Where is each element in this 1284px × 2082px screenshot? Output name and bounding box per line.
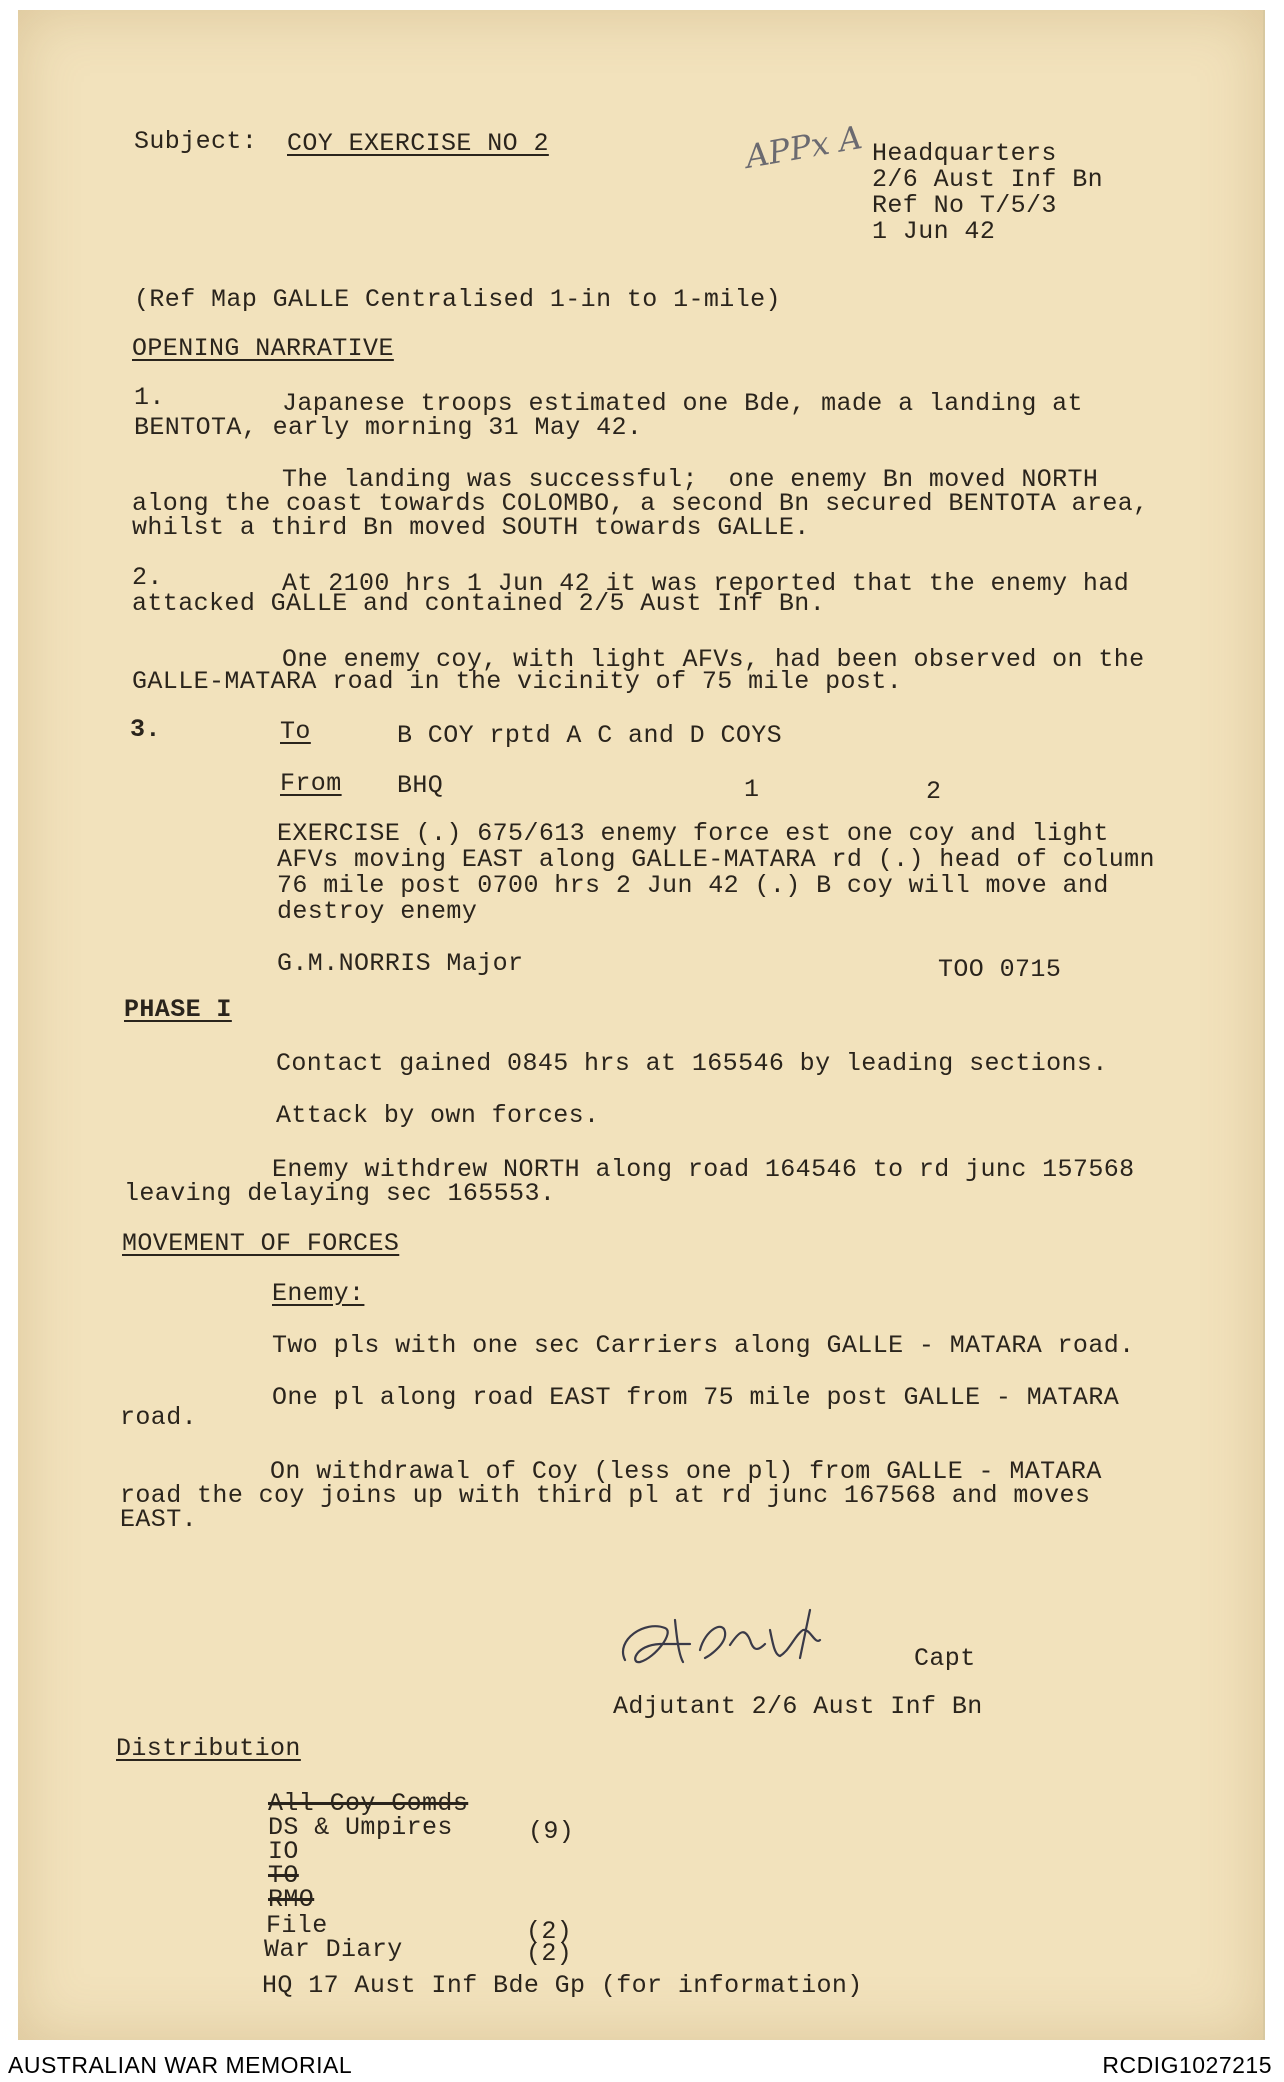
distribution-item-4: TO <box>268 1861 299 1890</box>
phase-line-2: Attack by own forces. <box>276 1101 600 1130</box>
para-1b-line-1: The landing was successful; one enemy Bn moved NORTH <box>282 465 1099 494</box>
distribution-item-8: HQ 17 Aust Inf Bde Gp (for information) <box>262 1971 863 2000</box>
phase-line-3a: Enemy withdrew NORTH along road 164546 to rd junc 157568 <box>272 1155 1135 1184</box>
distribution-item-7: War Diary <box>264 1935 403 1964</box>
movement-line-2a: One pl along road EAST from 75 mile post GALLE - MATARA <box>272 1383 1120 1412</box>
movement-line-3a: On withdrawal of Coy (less one pl) from GALLE - MATARA <box>270 1457 1102 1486</box>
handwritten-signature <box>605 1600 835 1680</box>
footer-institution: AUSTRALIAN WAR MEMORIAL <box>8 2052 353 2078</box>
distribution-item-2: DS & Umpires <box>268 1813 453 1842</box>
movement-line-1: Two pls with one sec Carriers along GALLE - MATARA road. <box>272 1331 1135 1360</box>
appx-handwritten-mark: APPx A <box>742 118 865 176</box>
message-column-2: 2 <box>926 777 942 806</box>
footer-record-id: RCDIG1027215 <box>1102 2052 1272 2078</box>
to-value: B COY rptd A C and D COYS <box>397 721 783 750</box>
para-1b-line-3: whilst a third Bn moved SOUTH towards GALLE. <box>132 513 810 542</box>
from-value: BHQ <box>397 771 444 800</box>
ref-map: (Ref Map GALLE Centralised 1-in to 1-mile) <box>134 285 781 314</box>
distribution-item-5: RMO <box>268 1885 315 1914</box>
para-2-line-1: At 2100 hrs 1 Jun 42 it was reported that the enemy had <box>282 569 1130 598</box>
signature-rank: Capt <box>914 1644 976 1673</box>
hq-line-3: Ref No T/5/3 <box>872 191 1057 220</box>
opening-narrative-heading: OPENING NARRATIVE <box>132 334 394 363</box>
movement-line-3b: road the coy joins up with third pl at rd junc 167568 and moves <box>120 1481 1091 1510</box>
distribution-heading: Distribution <box>116 1734 301 1763</box>
para-2b-line-2: GALLE-MATARA road in the vicinity of 75 mile post. <box>132 667 903 696</box>
phase-line-1: Contact gained 0845 hrs at 165546 by leading sections. <box>276 1049 1108 1078</box>
para-2-line-2: attacked GALLE and contained 2/5 Aust Inf Bn. <box>132 589 826 618</box>
phase-i-heading: PHASE I <box>124 995 232 1024</box>
distribution-item-6: File <box>266 1911 328 1940</box>
subject-title: COY EXERCISE NO 2 <box>287 129 549 158</box>
distribution-count-1: (9) <box>528 1817 575 1846</box>
movement-line-3c: EAST. <box>120 1505 198 1534</box>
hq-line-4: 1 Jun 42 <box>872 217 996 246</box>
distribution-count-2: (2) <box>526 1917 573 1946</box>
enemy-label: Enemy: <box>272 1279 365 1308</box>
movement-heading: MOVEMENT OF FORCES <box>122 1229 400 1258</box>
movement-line-2b: road. <box>120 1403 198 1432</box>
from-label: From <box>280 769 342 798</box>
distribution-count-3: (2) <box>526 1939 573 1968</box>
signature-title: Adjutant 2/6 Aust Inf Bn <box>613 1692 983 1721</box>
message-body-line-1: EXERCISE (.) 675/613 enemy force est one coy and light <box>277 819 1109 848</box>
time-of-origin: TOO 0715 <box>938 955 1062 984</box>
message-body-line-3: 76 mile post 0700 hrs 2 Jun 42 (.) B coy will move and <box>277 871 1109 900</box>
message-body-line-4: destroy enemy <box>277 897 478 926</box>
subject-label: Subject: <box>134 127 258 156</box>
para-1-line-1: Japanese troops estimated one Bde, made a landing at <box>282 389 1083 418</box>
distribution-item-3: IO <box>268 1837 299 1866</box>
message-column-1: 1 <box>744 775 760 804</box>
hq-line-1: Headquarters <box>872 139 1057 168</box>
message-body-line-2: AFVs moving EAST along GALLE-MATARA rd (.) head of column <box>277 845 1155 874</box>
para-2-number: 2. <box>132 563 163 592</box>
para-3-number: 3. <box>130 715 161 744</box>
para-1b-line-2: along the coast towards COLOMBO, a second Bn secured BENTOTA area, <box>132 489 1149 518</box>
hq-line-2: 2/6 Aust Inf Bn <box>872 165 1104 194</box>
para-2b-line-1: One enemy coy, with light AFVs, had been observed on the <box>282 645 1145 674</box>
phase-line-3b: leaving delaying sec 165553. <box>124 1179 556 1208</box>
to-label: To <box>280 717 311 746</box>
distribution-item-1: All Coy Comds <box>268 1789 469 1818</box>
para-1-line-2: BENTOTA, early morning 31 May 42. <box>134 413 643 442</box>
message-signed: G.M.NORRIS Major <box>277 949 524 978</box>
para-1-number: 1. <box>134 383 165 412</box>
